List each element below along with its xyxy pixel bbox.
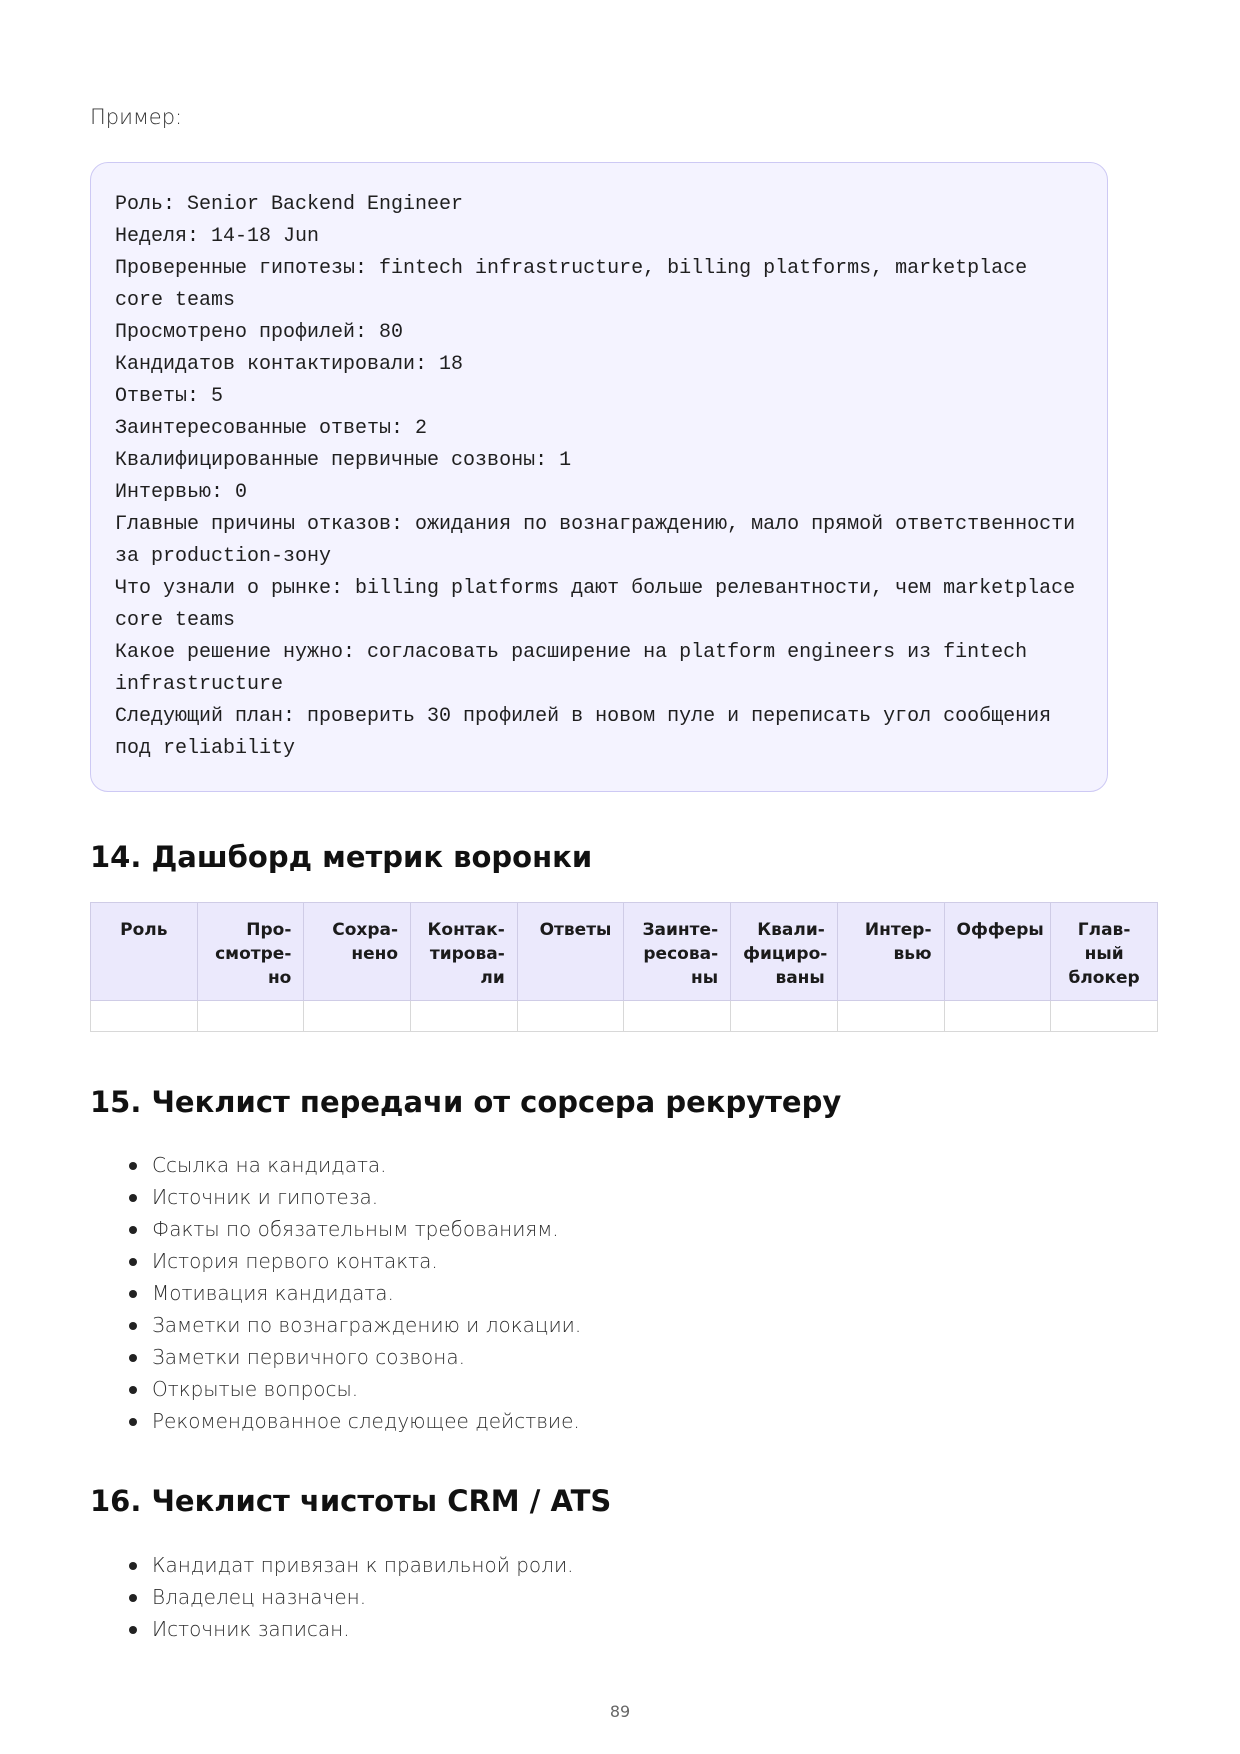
section-14-heading: 14. Дашборд метрик воронки — [90, 840, 593, 874]
code-line: Квалифицированные первичные созвоны: 1 — [115, 449, 572, 472]
column-header-offers: Офферы — [944, 903, 1051, 1001]
code-line: Главные причины отказов: ожидания по вознаграждению, мало прямой ответственности за production-зону — [115, 513, 1088, 568]
list-item-text: Кандидат привязан к правильной роли. — [152, 1553, 574, 1577]
column-header-role: Роль — [91, 903, 198, 1001]
table-cell — [731, 1001, 838, 1032]
list-item — [90, 1277, 581, 1309]
table-cell — [304, 1001, 411, 1032]
table-cell — [624, 1001, 731, 1032]
crm-ats-hygiene-checklist — [90, 1549, 573, 1645]
funnel-metrics-table — [90, 902, 1158, 1032]
list-item — [90, 1309, 581, 1341]
code-line: Следующий план: проверить 30 профилей в новом пуле и переписать угол сообщения под reliability — [115, 705, 1064, 760]
bullet-icon — [129, 1354, 137, 1362]
bullet-icon — [129, 1418, 137, 1426]
list-item — [90, 1405, 581, 1437]
code-line: Заинтересованные ответы: 2 — [115, 417, 428, 440]
list-item-text: Мотивация кандидата. — [152, 1281, 394, 1305]
list-item-text: Рекомендованное следующее действие. — [152, 1409, 580, 1433]
column-header-qualified: Квалифицированы — [731, 903, 838, 1001]
list-item-text: Заметки по вознаграждению и локации. — [152, 1313, 582, 1337]
example-label: Пример: — [90, 105, 183, 129]
bullet-icon — [129, 1290, 137, 1298]
bullet-icon — [129, 1226, 137, 1234]
bullet-icon — [129, 1258, 137, 1266]
list-item-text: Источник и гипотеза. — [152, 1185, 379, 1209]
section-16-heading: 16. Чеклист чистоты CRM / ATS — [90, 1484, 612, 1518]
table-header-row — [91, 903, 1158, 1001]
code-line: Проверенные гипотезы: fintech infrastructure, billing platforms, marketplace core teams — [115, 257, 1040, 312]
code-line: Неделя: 14-18 Jun — [115, 225, 320, 248]
bullet-icon — [129, 1562, 137, 1570]
list-item — [90, 1245, 581, 1277]
code-line: Роль: Senior Backend Engineer — [115, 193, 464, 216]
list-item — [90, 1373, 581, 1405]
list-item-text: Факты по обязательным требованиям. — [152, 1217, 559, 1241]
page-number: 89 — [609, 1702, 631, 1721]
list-item-text: Открытые вопросы. — [152, 1377, 359, 1401]
table-row — [91, 1001, 1158, 1032]
bullet-icon — [129, 1162, 137, 1170]
list-item — [90, 1341, 581, 1373]
table-cell — [944, 1001, 1051, 1032]
list-item-text: Ссылка на кандидата. — [152, 1153, 387, 1177]
code-line: Ответы: 5 — [115, 385, 224, 408]
code-line: Что узнали о рынке: billing platforms дают больше релевантности, чем marketplace core teams — [115, 577, 1088, 632]
column-header-main-blocker: Главный блокер — [1051, 903, 1158, 1001]
code-line: Просмотрено профилей: 80 — [115, 321, 404, 344]
list-item — [90, 1149, 581, 1181]
table-cell — [517, 1001, 624, 1032]
list-item-text: Владелец назначен. — [152, 1585, 367, 1609]
list-item-text: Источник записан. — [152, 1617, 350, 1641]
code-example-block — [90, 162, 1108, 792]
code-line: Интервью: 0 — [115, 481, 248, 504]
table-cell — [1051, 1001, 1158, 1032]
bullet-icon — [129, 1386, 137, 1394]
column-header-interview: Интервью — [837, 903, 944, 1001]
bullet-icon — [129, 1594, 137, 1602]
handoff-checklist — [90, 1149, 581, 1437]
code-line: Кандидатов контактировали: 18 — [115, 353, 464, 376]
list-item-text: Заметки первичного созвона. — [152, 1345, 465, 1369]
column-header-saved: Сохранено — [304, 903, 411, 1001]
list-item — [90, 1213, 581, 1245]
table-cell — [91, 1001, 198, 1032]
list-item — [90, 1549, 573, 1581]
code-line: Какое решение нужно: согласовать расширение на platform engineers из fintech infrastructure — [115, 641, 1040, 696]
table-cell — [197, 1001, 304, 1032]
bullet-icon — [129, 1322, 137, 1330]
bullet-icon — [129, 1626, 137, 1634]
list-item — [90, 1613, 573, 1645]
column-header-replies: Ответы — [517, 903, 624, 1001]
table-cell — [837, 1001, 944, 1032]
column-header-contacted: Контактировали — [411, 903, 518, 1001]
list-item — [90, 1181, 581, 1213]
list-item-text: История первого контакта. — [152, 1249, 438, 1273]
column-header-viewed: Просмотрено — [197, 903, 304, 1001]
list-item — [90, 1581, 573, 1613]
bullet-icon — [129, 1194, 137, 1202]
section-15-heading: 15. Чеклист передачи от сорсера рекрутеру — [90, 1085, 842, 1119]
table-cell — [411, 1001, 518, 1032]
column-header-interested: Заинтересованы — [624, 903, 731, 1001]
